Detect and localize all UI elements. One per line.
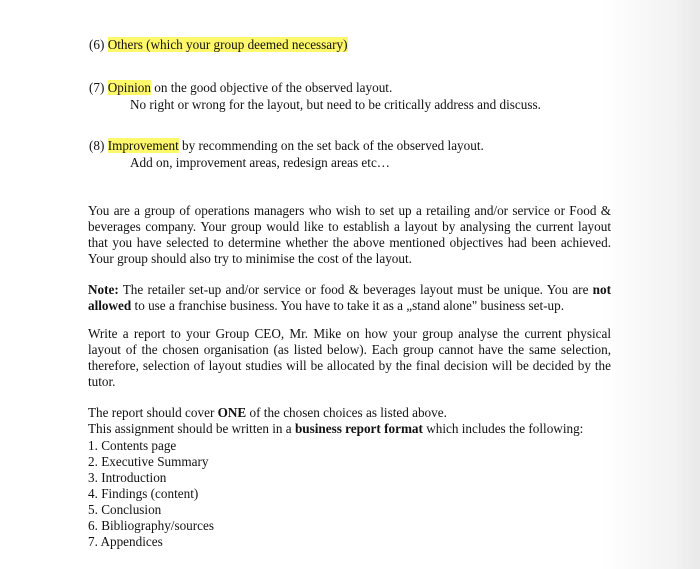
item-7-highlight: Opinion (107, 80, 151, 95)
assignment-format: business report format (294, 421, 423, 436)
note-text-2: to use a franchise business. You have to take it as a „stand alone" business set-up. (131, 298, 565, 313)
assignment-text-a: This assignment should be written in a (88, 421, 295, 436)
cover-one: ONE (217, 405, 247, 420)
intro-paragraph: You are a group of operations managers who wish to set up a retailing and/or service or Food & beverages company. Your group would like to establish a layout by analysing the current layout that you have selected to determine whether the above mentioned objectives had been achieved. Your group should also try to minimise the cost of the layout. (88, 203, 611, 266)
note-label: Note: (88, 282, 119, 297)
list-item: 6. Bibliography/sources (88, 518, 214, 533)
item-8-subtext: Add on, improvement areas, redesign areas etc… (130, 155, 390, 170)
note-paragraph (88, 282, 611, 314)
list-item: 5. Conclusion (88, 502, 162, 517)
note-text-1: The retailer set-up and/or service or food & beverages layout must be unique. You are (118, 282, 593, 297)
assignment-line (88, 421, 583, 437)
assignment-text-b: which includes the following: (422, 421, 584, 436)
item-6-highlight: Others (which your group deemed necessary) (107, 37, 348, 52)
item-7-number: (7) (89, 80, 108, 95)
cover-line (88, 405, 447, 421)
list-item: 4. Findings (content) (88, 486, 199, 501)
report-sections-list (88, 438, 214, 550)
item-6 (89, 37, 348, 53)
item-8-highlight: Improvement (107, 138, 179, 153)
item-7 (89, 80, 392, 96)
item-8-text: by recommending on the set back of the observed layout. (178, 138, 484, 153)
report-paragraph: Write a report to your Group CEO, Mr. Mike on how your group analyse the current physical layout of the chosen organisation (as listed below). Each group cannot have the same selection, therefore, selection of layout studies will be allocated by the final decision will be decided by the tutor. (88, 326, 611, 389)
item-7-text: on the good objective of the observed layout. (150, 80, 393, 95)
cover-text-a: The report should cover (88, 405, 218, 420)
cover-text-b: of the chosen choices as listed above. (246, 405, 447, 420)
item-6-number: (6) (89, 37, 108, 52)
list-item: 2. Executive Summary (88, 454, 209, 469)
note-not-allowed: not allowed (88, 282, 611, 313)
item-7-subtext: No right or wrong for the layout, but need to be critically address and discuss. (130, 97, 541, 112)
item-8-number: (8) (89, 138, 108, 153)
list-item: 3. Introduction (88, 470, 167, 485)
list-item: 1. Contents page (88, 438, 177, 453)
item-8 (89, 138, 484, 154)
list-item: 7. Appendices (88, 534, 163, 549)
